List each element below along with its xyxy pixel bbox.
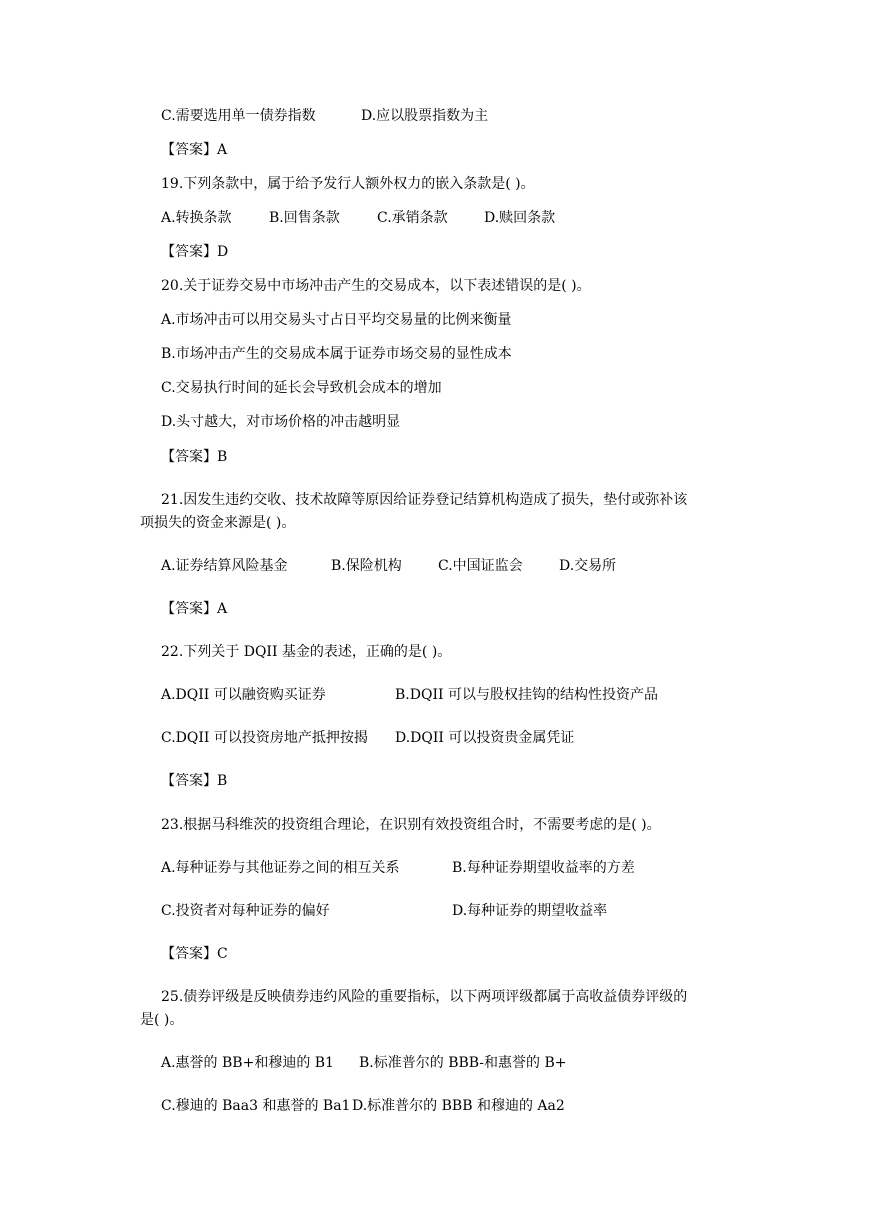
q25-option-b: B.标准普尔的 BBB-和惠誉的 B+ bbox=[359, 1055, 567, 1071]
q22-answer: 【答案】B bbox=[161, 773, 228, 789]
q22-question: 22.下列关于 DQII 基金的表述，正确的是( )。 bbox=[161, 644, 452, 660]
q22-option-a: A.DQII 可以融资购买证券 bbox=[161, 687, 326, 703]
q21-option-c: C.中国证监会 bbox=[438, 558, 523, 574]
q21-option-d: D.交易所 bbox=[559, 558, 617, 574]
q20-option-a: A.市场冲击可以用交易头寸占日平均交易量的比例来衡量 bbox=[161, 312, 512, 328]
q25-question-line2: 是( )。 bbox=[140, 1012, 184, 1028]
q25-option-c: C.穆迪的 Baa3 和惠誉的 Ba1 bbox=[161, 1098, 351, 1114]
q18-option-c: C.需要选用单一债券指数 bbox=[161, 108, 316, 124]
q25-option-a: A.惠誉的 BB+和穆迪的 B1 bbox=[161, 1055, 334, 1071]
q23-option-b: B.每种证券期望收益率的方差 bbox=[452, 860, 635, 876]
q23-option-d: D.每种证券的期望收益率 bbox=[452, 903, 608, 919]
q20-option-c: C.交易执行时间的延长会导致机会成本的增加 bbox=[161, 380, 442, 396]
q19-option-a: A.转换条款 bbox=[161, 210, 232, 226]
q25-option-d: D.标准普尔的 BBB 和穆迪的 Aa2 bbox=[352, 1098, 565, 1114]
q23-option-c: C.投资者对每种证券的偏好 bbox=[161, 903, 330, 919]
q18-answer: 【答案】A bbox=[161, 142, 228, 158]
q21-option-b: B.保险机构 bbox=[331, 558, 402, 574]
q20-option-d: D.头寸越大，对市场价格的冲击越明显 bbox=[161, 414, 401, 430]
q18-option-d: D.应以股票指数为主 bbox=[361, 108, 489, 124]
q22-option-d: D.DQII 可以投资贵金属凭证 bbox=[395, 730, 575, 746]
q20-answer: 【答案】B bbox=[161, 449, 228, 465]
q19-answer: 【答案】D bbox=[161, 244, 229, 260]
q20-option-b: B.市场冲击产生的交易成本属于证券市场交易的显性成本 bbox=[161, 346, 512, 362]
q23-answer: 【答案】C bbox=[161, 946, 228, 962]
q22-option-c: C.DQII 可以投资房地产抵押按揭 bbox=[161, 730, 368, 746]
q20-question: 20.关于证券交易中市场冲击产生的交易成本，以下表述错误的是( )。 bbox=[161, 278, 591, 294]
q21-option-a: A.证券结算风险基金 bbox=[161, 558, 288, 574]
q22-option-b: B.DQII 可以与股权挂钩的结构性投资产品 bbox=[395, 687, 658, 703]
q19-option-d: D.赎回条款 bbox=[484, 210, 556, 226]
q21-question-line2: 项损失的资金来源是( )。 bbox=[140, 515, 296, 531]
q19-option-b: B.回售条款 bbox=[269, 210, 340, 226]
q23-option-a: A.每种证券与其他证券之间的相互关系 bbox=[161, 860, 400, 876]
q25-question-line1: 25.债券评级是反映债券违约风险的重要指标，以下两项评级都属于高收益债券评级的 bbox=[161, 989, 688, 1005]
q23-question: 23.根据马科维茨的投资组合理论，在识别有效投资组合时，不需要考虑的是( )。 bbox=[161, 817, 661, 833]
q21-answer: 【答案】A bbox=[161, 601, 228, 617]
q19-option-c: C.承销条款 bbox=[377, 210, 448, 226]
q21-question-line1: 21.因发生违约交收、技术故障等原因给证券登记结算机构造成了损失，垫付或弥补该 bbox=[161, 492, 688, 508]
q19-question: 19.下列条款中，属于给予发行人额外权力的嵌入条款是( )。 bbox=[161, 176, 535, 192]
